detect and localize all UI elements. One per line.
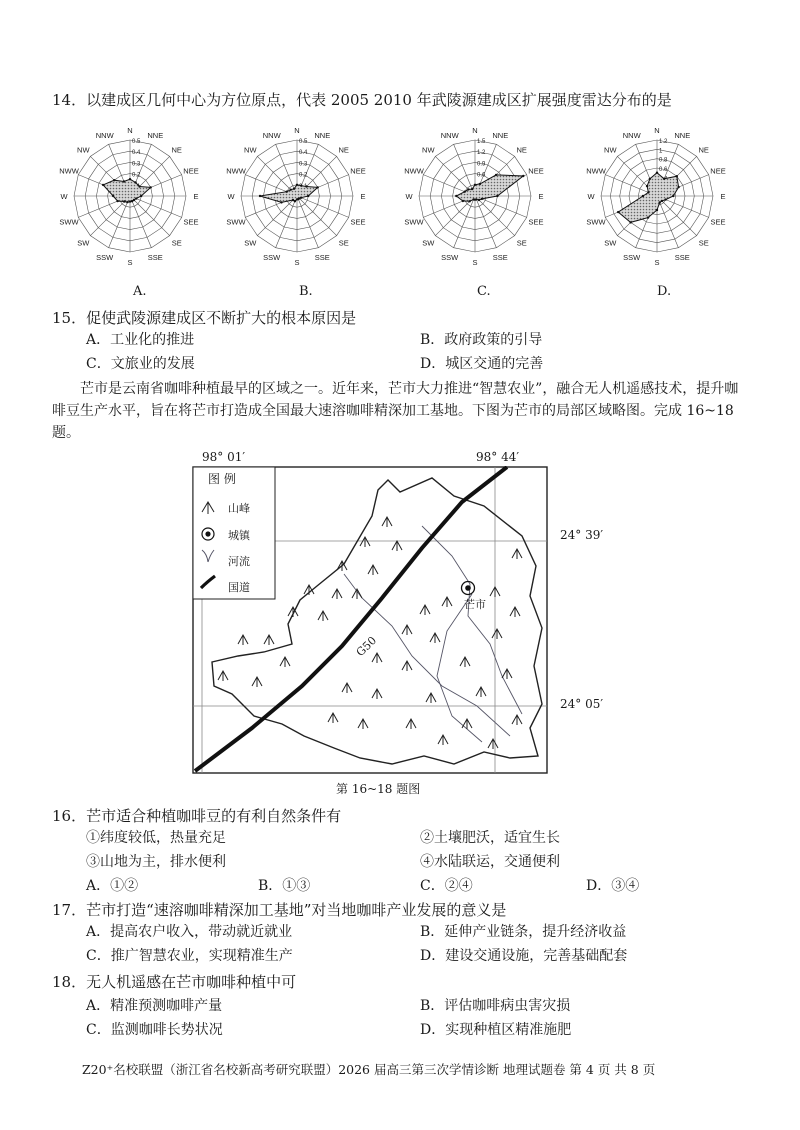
radar-data-point [659,201,661,203]
radar-scale-label: 0.2 [132,172,141,179]
radar-direction-label: N [654,126,660,135]
legend-river-label: 河流 [228,555,250,568]
radar-label-c: C. [477,284,491,299]
radar-direction-label: NEE [710,166,726,176]
radar-data-point [629,221,631,223]
radar-direction-label: NW [422,145,435,155]
radar-data-point [296,184,298,186]
map-road-label: G50 [353,633,380,660]
radar-direction-label: NNE [147,131,164,140]
radar-chart-c [400,118,550,270]
radar-data-point [471,188,473,190]
radar-direction-label: SWW [586,217,606,227]
radar-data-point [474,184,476,186]
radar-data-point [649,178,651,180]
radar-data-point [656,172,658,174]
map-lat-label-north: 24° 39′ [560,528,604,542]
radar-scale-label: 0.3 [132,161,141,168]
legend-mountain-label: 山峰 [228,502,250,515]
question-18: 18．无人机遥感在芒市咖啡种植中可 [52,973,297,991]
radar-direction-label: NNW [440,131,459,140]
radar-data-point [469,200,471,202]
radar-direction-label: S [472,258,478,267]
radar-direction-label: SWW [59,217,79,227]
radar-scale-label: 0.2 [299,172,308,179]
radar-direction-label: NWW [59,166,79,176]
radar-direction-label: SW [244,238,257,248]
page-footer: Z20⁺名校联盟（浙江省名校新高考研究联盟）2026 届高三第三次学情诊断 地理试题卷 第 4 页 共 8 页 [82,1062,656,1077]
radar-spoke [475,196,515,236]
radar-direction-label: NNE [314,131,331,140]
radar-data-point [112,195,114,197]
radar-direction-label: SE [171,238,182,248]
q15-option-b: B．政府政策的引导 [420,332,543,348]
radar-data-point [292,199,294,201]
radar-direction-label: SE [338,238,349,248]
radar-data-point [293,188,295,190]
map-lon-label-east: 98° 44′ [476,450,520,464]
radar-direction-label: SEE [710,217,726,227]
radar-direction-label: NEE [350,166,366,176]
map-lat-label-south: 24° 05′ [560,697,604,711]
radar-direction-label: NW [604,145,617,155]
radar-direction-label: S [127,258,133,267]
radar-data-point [135,197,137,199]
radar-data-point [150,186,152,188]
radar-data-point [134,181,136,183]
passage-text: 芒市是云南省咖啡种植最早的区域之一。近年来，芒市大力推进“智慧农业”，融合无人机遥感技术，提升咖啡豆生产水平，旨在将芒市打造成全国最大速溶咖啡精深加工基地。下图为芒市的局部区域略图。完成 16~18 题。 [52,381,739,441]
map-figure [192,450,604,774]
radar-data-point [481,198,483,200]
radar-data-point [307,195,309,197]
radar-data-point [455,195,457,197]
map-caption: 第 16~18 题图 [336,782,421,796]
radar-data-point [138,185,140,187]
q16-option-d: D．③④ [586,878,640,894]
radar-direction-label: SW [604,238,617,248]
radar-direction-label: SEE [350,217,366,227]
radar-scale-label: 0.5 [132,139,141,145]
legend-road-label: 国道 [228,581,250,594]
radar-direction-label: NNW [262,131,281,140]
q18-option-b: B．评估咖啡病虫害灾损 [420,998,571,1014]
radar-data-point [317,186,319,188]
radar-data-point [462,200,464,202]
radar-data-point [259,195,261,197]
radar-direction-label: SSW [623,253,641,262]
radar-scale-label: 0.8 [659,157,668,164]
radar-direction-label: NE [516,145,527,155]
q17-option-d: D．建设交通设施，完善基础配套 [420,948,628,964]
radar-data-point [617,211,619,213]
radar-direction-label: E [538,192,544,201]
radar-direction-label: SSE [147,253,163,262]
q18-option-c: C．监测咖啡长势状况 [86,1022,223,1038]
radar-data-point [661,200,663,202]
radar-direction-label: NWW [404,166,424,176]
radar-direction-label: NW [244,145,257,155]
radar-direction-label: SWW [404,217,424,227]
radar-data-polygon [456,172,523,201]
radar-data-point [116,200,118,202]
radar-label-b: B. [299,284,313,299]
q17-option-c: C．推广智慧农业，实现精准生产 [86,948,293,964]
q18-option-d: D．实现种植区精准施肥 [420,1022,572,1038]
radar-data-point [129,178,131,180]
radar-scale-label: 0.4 [132,150,141,157]
map-city-label: 芒市 [464,598,486,611]
radar-data-point [129,200,131,202]
question-15: 15．促使武陵源建成区不断扩大的根本原因是 [52,309,357,327]
radar-data-point [522,175,524,177]
q16-option-a: A．①② [86,878,139,894]
q17-option-a: A．提高农户收入，带动就近就业 [86,924,293,940]
radar-direction-label: SSE [674,253,690,262]
q16-statement-3: ③山地为主，排水便利 [86,854,226,870]
radar-direction-label: SW [77,238,90,248]
radar-scale-label: 0.9 [477,161,486,168]
radar-direction-label: W [60,192,68,201]
radar-data-point [676,175,678,177]
radar-data-point [140,195,142,197]
radar-spoke [130,196,170,236]
radar-data-point [123,200,125,202]
legend-title: 图 例 [208,472,236,486]
radar-direction-label: SSW [263,253,281,262]
radar-spoke [297,196,337,236]
radar-direction-label: S [654,258,660,267]
radar-data-point [677,186,679,188]
radar-direction-label: SEE [528,217,544,227]
radar-direction-label: NNE [492,131,509,140]
radar-scale-label: 1.2 [659,139,668,145]
radar-direction-label: W [405,192,413,201]
q16-statement-1: ①纬度较低，热量充足 [86,830,226,846]
radar-direction-label: E [360,192,366,201]
q16-option-b: B．①③ [258,878,311,894]
radar-data-point [296,198,298,200]
radar-data-point [647,216,649,218]
radar-direction-label: SE [698,238,709,248]
radar-data-point [656,209,658,211]
radar-data-point [478,199,480,201]
radar-direction-label: NWW [226,166,246,176]
radar-direction-label: SSE [314,253,330,262]
radar-direction-label: NE [698,145,709,155]
radar-data-point [472,198,474,200]
question-16: 16．芒市适合种植咖啡豆的有利自然条件有 [52,807,342,825]
radar-data-point [496,195,498,197]
radar-data-point [642,195,644,197]
radar-scale-label: 0.6 [659,167,668,173]
radar-direction-label: E [193,192,199,201]
radar-direction-label: SEE [183,217,199,227]
radar-direction-label: NEE [183,166,199,176]
question-14: 14．以建成区几何中心为方位原点，代表 2005 2010 年武陵源建成区扩展强度雷达分布的是 [52,91,672,109]
radar-data-point [286,191,288,193]
radar-direction-label: E [720,192,726,201]
radar-data-point [464,191,466,193]
q15-option-c: C．文旅业的发展 [86,356,195,372]
radar-direction-label: N [294,126,300,135]
radar-scale-label: 0.5 [299,139,308,145]
question-17: 17．芒市打造“速溶咖啡精深加工基地”对当地咖啡产业发展的意义是 [52,901,507,919]
q15-option-d: D．城区交通的完善 [420,356,544,372]
radar-data-point [290,189,292,191]
radar-direction-label: S [294,258,300,267]
radar-scale-label: 1.5 [477,139,486,145]
radar-data-point [467,188,469,190]
q16-statement-2: ②土壤肥沃，适宜生长 [420,830,560,846]
radar-spoke [657,196,697,236]
radar-direction-label: SW [422,238,435,248]
radar-direction-label: NNE [674,131,691,140]
q16-option-c: C．②④ [420,878,473,894]
radar-scale-label: 1.2 [477,150,486,157]
radar-spoke [257,196,297,236]
radar-data-point [672,195,674,197]
radar-scale-label: 0.6 [477,172,486,179]
q15-option-a: A．工业化的推进 [86,332,195,348]
radar-direction-label: NE [338,145,349,155]
radar-data-point [647,191,649,193]
radar-direction-label: N [127,126,133,135]
radar-direction-label: NW [77,145,90,155]
radar-data-point [646,185,648,187]
radar-data-point [113,179,115,181]
q17-option-b: B．延伸产业链条，提升经济收益 [420,924,627,940]
radar-direction-label: W [587,192,595,201]
radar-data-point [102,184,104,186]
radar-data-point [131,200,133,202]
radar-direction-label: W [227,192,235,201]
radar-data-point [664,198,666,200]
radar-label-d: D. [657,284,672,299]
radar-data-point [126,201,128,203]
radar-scale-label: 0.4 [299,150,308,157]
radar-direction-label: SWW [226,217,246,227]
radar-data-point [479,183,481,185]
radar-data-point [495,174,497,176]
q16-statement-4: ④水陆联运，交通便利 [420,854,560,870]
radar-direction-label: SSW [441,253,459,262]
radar-scale-label: 1 [659,148,663,155]
radar-data-point [123,180,125,182]
radar-direction-label: NE [171,145,182,155]
radar-data-point [305,185,307,187]
radar-direction-label: NNW [622,131,641,140]
map-lon-label-west: 98° 01′ [202,450,246,464]
radar-direction-label: SE [516,238,527,248]
radar-direction-label: NEE [528,166,544,176]
radar-label-a: A. [133,284,147,299]
radar-chart-d [582,118,732,270]
radar-direction-label: SSW [96,253,114,262]
radar-chart-a [55,118,205,270]
q18-option-a: A．精准预测咖啡产量 [86,998,223,1014]
radar-scale-label: 0.3 [299,161,308,168]
radar-data-point [663,178,665,180]
radar-data-polygon [618,173,678,223]
radar-data-point [300,185,302,187]
radar-data-point [280,201,282,203]
radar-direction-label: NWW [586,166,606,176]
radar-direction-label: SSE [492,253,508,262]
legend-town-label: 城镇 [228,529,250,542]
radar-chart-b [222,118,372,270]
radar-direction-label: NNW [95,131,114,140]
radar-direction-label: N [472,126,478,135]
